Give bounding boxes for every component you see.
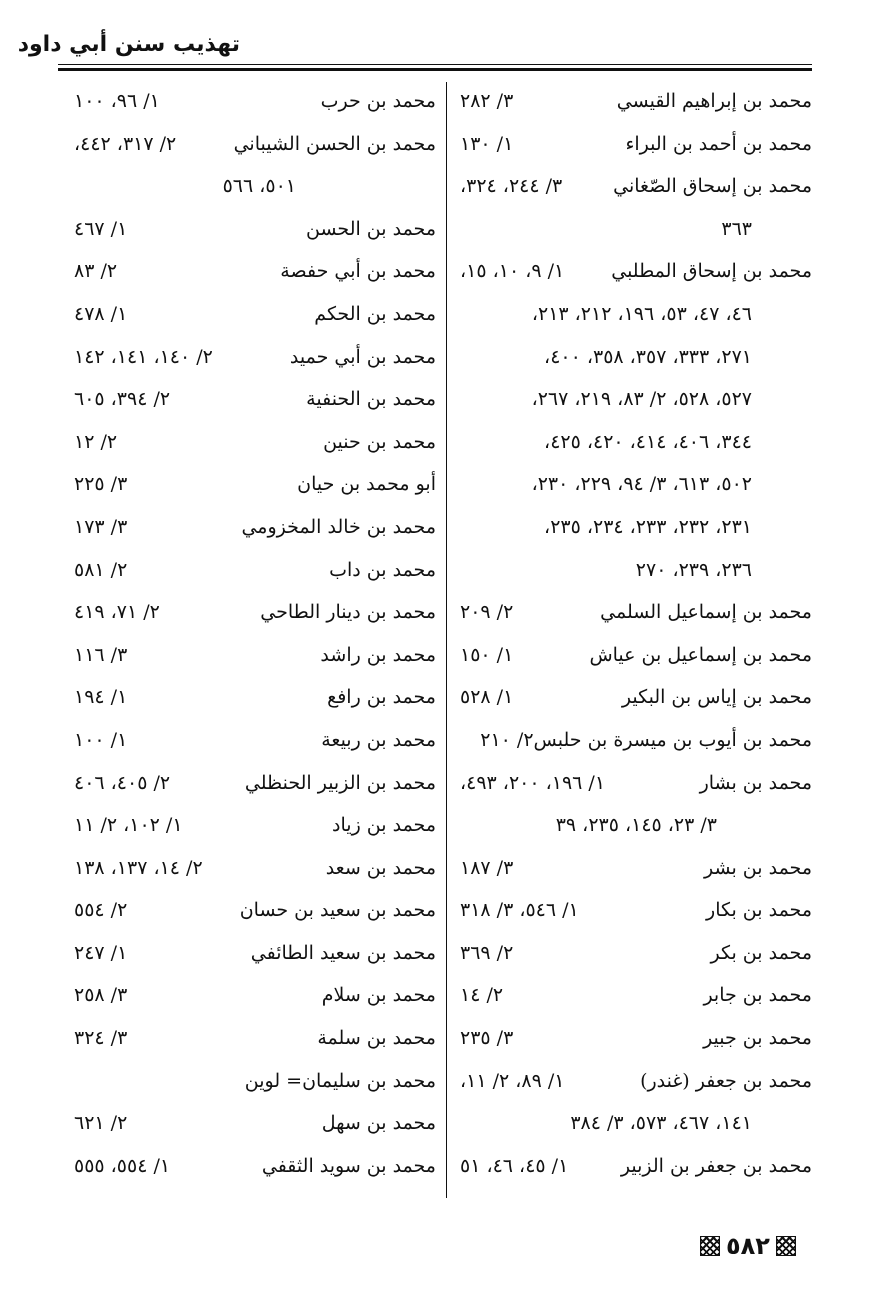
entry-name: محمد بن سلمة (317, 1027, 436, 1050)
left-column (74, 80, 436, 1187)
entry-name: محمد بن إبراهيم القيسي (616, 90, 812, 112)
entry-continuation: ٢٣٦، ٢٣٩، ٢٧٠ (635, 558, 752, 581)
entry-ref: ٢/ ١٤ (460, 984, 504, 1007)
entry-ref: ١/ ٢٤٧ (74, 941, 128, 964)
index-entry (74, 80, 436, 123)
entry-continuation: ٣/ ٢٣، ١٤٥، ٢٣٥، ٣٩ (555, 814, 717, 837)
entry-name: محمد بن بشار (699, 771, 812, 794)
index-entry (74, 506, 436, 549)
entry-ref: ١/ ٩، ١٠، ١٥، (460, 260, 565, 283)
entry-name: محمد بن إسحاق المطلبي (611, 260, 812, 283)
entry-name: محمد بن إسماعيل السلمي (600, 601, 812, 624)
entry-name: محمد بن إياس بن البكير (621, 686, 812, 709)
index-entry (460, 974, 812, 1017)
entry-name: محمد بن أبي حفصة (280, 260, 436, 283)
entry-ref: ٣/ ١١٦ (74, 643, 128, 666)
index-entry (460, 676, 812, 719)
index-entry (74, 421, 436, 464)
entry-name: محمد بن جابر (703, 984, 812, 1007)
entry-continuation: ٤٦، ٤٧، ٥٣، ١٩٦، ٢١٢، ٢١٣، (531, 302, 752, 325)
entry-name: محمد بن دينار الطاحي (260, 601, 436, 624)
index-entry (460, 250, 812, 293)
entry-name: محمد بن سويد الثقفي (261, 1154, 436, 1177)
entry-name: محمد بن بشر (704, 856, 812, 879)
index-entry (74, 123, 436, 166)
page-footer (700, 1228, 820, 1264)
index-entry (460, 123, 812, 166)
index-entry (460, 165, 812, 208)
index-entry: محمد بن أيوب بن ميسرة بن حلبس٢/ ٢١٠ (480, 728, 812, 751)
header-rule-thin (58, 64, 812, 65)
entry-name: محمد بن راشد (320, 643, 436, 666)
entry-continuation: ٥٢٧، ٥٢٨، ٢/ ٨٣، ٢١٩، ٢٦٧، (531, 388, 752, 411)
entry-name: محمد بن بكر (710, 941, 812, 964)
index-entry (460, 1017, 812, 1060)
right-column (460, 80, 812, 1187)
entry-name: محمد بن أبي حميد (289, 345, 436, 368)
entry-ref: ٢/ ٣١٧، ٤٤٢، (74, 132, 177, 155)
entry-name: محمد بن داب (329, 558, 436, 581)
entry-ref: ٢/ ١٢ (74, 430, 118, 453)
index-entry (74, 762, 436, 805)
entry-continuation: ٥٠١، ٥٦٦ (222, 175, 296, 198)
entry-name: محمد بن إسماعيل بن عياش (589, 643, 812, 666)
entry-ref: ١/ ٩٦، ١٠٠ (74, 90, 160, 112)
entry-name: محمد بن إسحاق الصّغاني (613, 175, 812, 198)
index-entry (460, 762, 812, 805)
entry-ref: ٢/ ٦٢١ (74, 1112, 128, 1135)
entry-name: محمد بن حنين (323, 430, 436, 453)
entry-ref: ١/ ١٣٠ (460, 132, 514, 155)
entry-name: محمد بن زياد (332, 814, 436, 837)
entry-ref: ٣/ ٣٢٤ (74, 1027, 128, 1050)
ornament-icon (776, 1236, 796, 1256)
entry-name: محمد بن الحسن (306, 217, 436, 240)
column-divider (446, 82, 447, 1198)
entry-name: محمد بن بكار (706, 899, 812, 922)
index-entry (460, 847, 812, 890)
entry-ref: ١/ ١٠٠ (74, 728, 128, 751)
entry-name: محمد بن حرب (320, 90, 436, 112)
entry-continuation: ٢٧١، ٣٣٣، ٣٥٧، ٣٥٨، ٤٠٠، (544, 345, 752, 368)
entry-ref: ١/ ٥٢٨ (460, 686, 514, 709)
entry-name: محمد بن خالد المخزومي (241, 515, 436, 538)
entry-ref: ١/ ٤٧٨ (74, 302, 128, 325)
entry-ref: ٢/ ٣٦٩ (460, 941, 514, 964)
index-entry (74, 463, 436, 506)
entry-ref: ٢/ ١٤٠، ١٤١، ١٤٢ (74, 345, 213, 368)
page-number: ٥٨٢ (726, 1232, 770, 1260)
index-entry (74, 591, 436, 634)
entry-ref: ١/ ٤٥، ٤٦، ٥١ (460, 1154, 569, 1177)
entry-name: محمد بن ربيعة (321, 728, 436, 751)
entry-ref: ٢/ ٧١، ٤١٩ (74, 601, 160, 624)
index-entry (460, 1145, 812, 1188)
entry-ref: ٢/ ١٤، ١٣٧، ١٣٨ (74, 856, 203, 879)
entry-ref: ١/ ٥٤٦، ٣/ ٣١٨ (460, 899, 579, 922)
entry-name: محمد بن الحكم (314, 302, 436, 325)
ornament-icon (700, 1236, 720, 1256)
index-entry (460, 634, 812, 677)
entry-name: محمد بن جبير (703, 1027, 812, 1050)
index-entry (74, 250, 436, 293)
entry-ref: ١/ ١٠٢، ٢/ ١١ (74, 814, 183, 837)
index-entry (74, 1145, 436, 1188)
index-entry (74, 804, 436, 847)
running-header-title: تهذيب سنن أبي داود (17, 32, 240, 57)
entry-continuation: ٣٤٤، ٤٠٦، ٤١٤، ٤٢٠، ٤٢٥، (544, 430, 752, 453)
index-entry (460, 591, 812, 634)
entry-ref: ٢/ ٣٩٤، ٦٠٥ (74, 388, 171, 411)
index-entry (74, 336, 436, 379)
entry-continuation: ٢٣١، ٢٣٢، ٢٣٣، ٢٣٤، ٢٣٥، (544, 515, 752, 538)
entry-ref: ٣/ ٢٤٤، ٣٢٤، (460, 175, 563, 198)
entry-name: محمد بن سعد (325, 856, 436, 879)
entry-name: أبو محمد بن حيان (297, 473, 436, 496)
index-entry: محمد بن سليمان= لوين (244, 1069, 436, 1092)
entry-ref: ١/ ١٥٠ (460, 643, 514, 666)
index-entry (74, 1017, 436, 1060)
index-entry (460, 80, 812, 123)
index-entry (74, 676, 436, 719)
index-entry (460, 1060, 812, 1103)
entry-ref: ١/ ٤٦٧ (74, 217, 128, 240)
entry-name: محمد بن رافع (327, 686, 436, 709)
entry-continuation: ٣٦٣ (721, 217, 752, 240)
index-entry (74, 208, 436, 251)
entry-ref: ١/ ٥٥٤، ٥٥٥ (74, 1154, 171, 1177)
entry-name: محمد بن الحنفية (306, 388, 436, 411)
index-entry (74, 847, 436, 890)
entry-name: محمد بن سلام (321, 984, 436, 1007)
index-entry (74, 974, 436, 1017)
entry-name: محمد بن سعيد بن حسان (239, 899, 436, 922)
index-entry (74, 719, 436, 762)
index-entry (74, 549, 436, 592)
entry-ref: ١/ ١٩٤ (74, 686, 128, 709)
entry-name: محمد بن الزبير الحنظلي (244, 771, 436, 794)
entry-name: محمد بن سعيد الطائفي (250, 941, 436, 964)
entry-continuation: ٥٠٢، ٦١٣، ٣/ ٩٤، ٢٢٩، ٢٣٠، (531, 473, 752, 496)
entry-ref: ٢/ ٤٠٥، ٤٠٦ (74, 771, 171, 794)
entry-ref: ٢/ ٥٨١ (74, 558, 128, 581)
index-entry (74, 378, 436, 421)
index-entry (74, 1102, 436, 1145)
entry-ref: ١/ ١٩٦، ٢٠٠، ٤٩٣، (460, 771, 606, 794)
entry-continuation: ١٤١، ٤٦٧، ٥٧٣، ٣/ ٣٨٤ (570, 1112, 752, 1135)
entry-name: محمد بن الحسن الشيباني (233, 132, 436, 155)
entry-name: محمد بن جعفر بن الزبير (620, 1154, 812, 1177)
entry-ref: ٣/ ٢٥٨ (74, 984, 128, 1007)
entry-ref: ١/ ٨٩، ٢/ ١١، (460, 1069, 565, 1092)
entry-ref: ٢/ ٨٣ (74, 260, 118, 283)
entry-ref: ٣/ ١٨٧ (460, 856, 514, 879)
entry-name: محمد بن أحمد بن البراء (625, 132, 812, 155)
index-entry (74, 889, 436, 932)
entry-name: محمد بن جعفر (غندر) (640, 1069, 812, 1092)
header-rule-thick (58, 68, 812, 71)
entry-ref: ٢/ ٢٠٩ (460, 601, 514, 624)
index-entry (74, 932, 436, 975)
entry-ref: ٣/ ١٧٣ (74, 515, 128, 538)
entry-name: محمد بن سهل (321, 1112, 436, 1135)
entry-ref: ٣/ ٢٣٥ (460, 1027, 514, 1050)
index-entry (74, 293, 436, 336)
entry-ref: ٣/ ٢٢٥ (74, 473, 128, 496)
index-entry (74, 634, 436, 677)
index-entry (460, 932, 812, 975)
entry-ref: ٣/ ٢٨٢ (460, 90, 514, 112)
index-entry (460, 889, 812, 932)
entry-ref: ٢/ ٥٥٤ (74, 899, 128, 922)
